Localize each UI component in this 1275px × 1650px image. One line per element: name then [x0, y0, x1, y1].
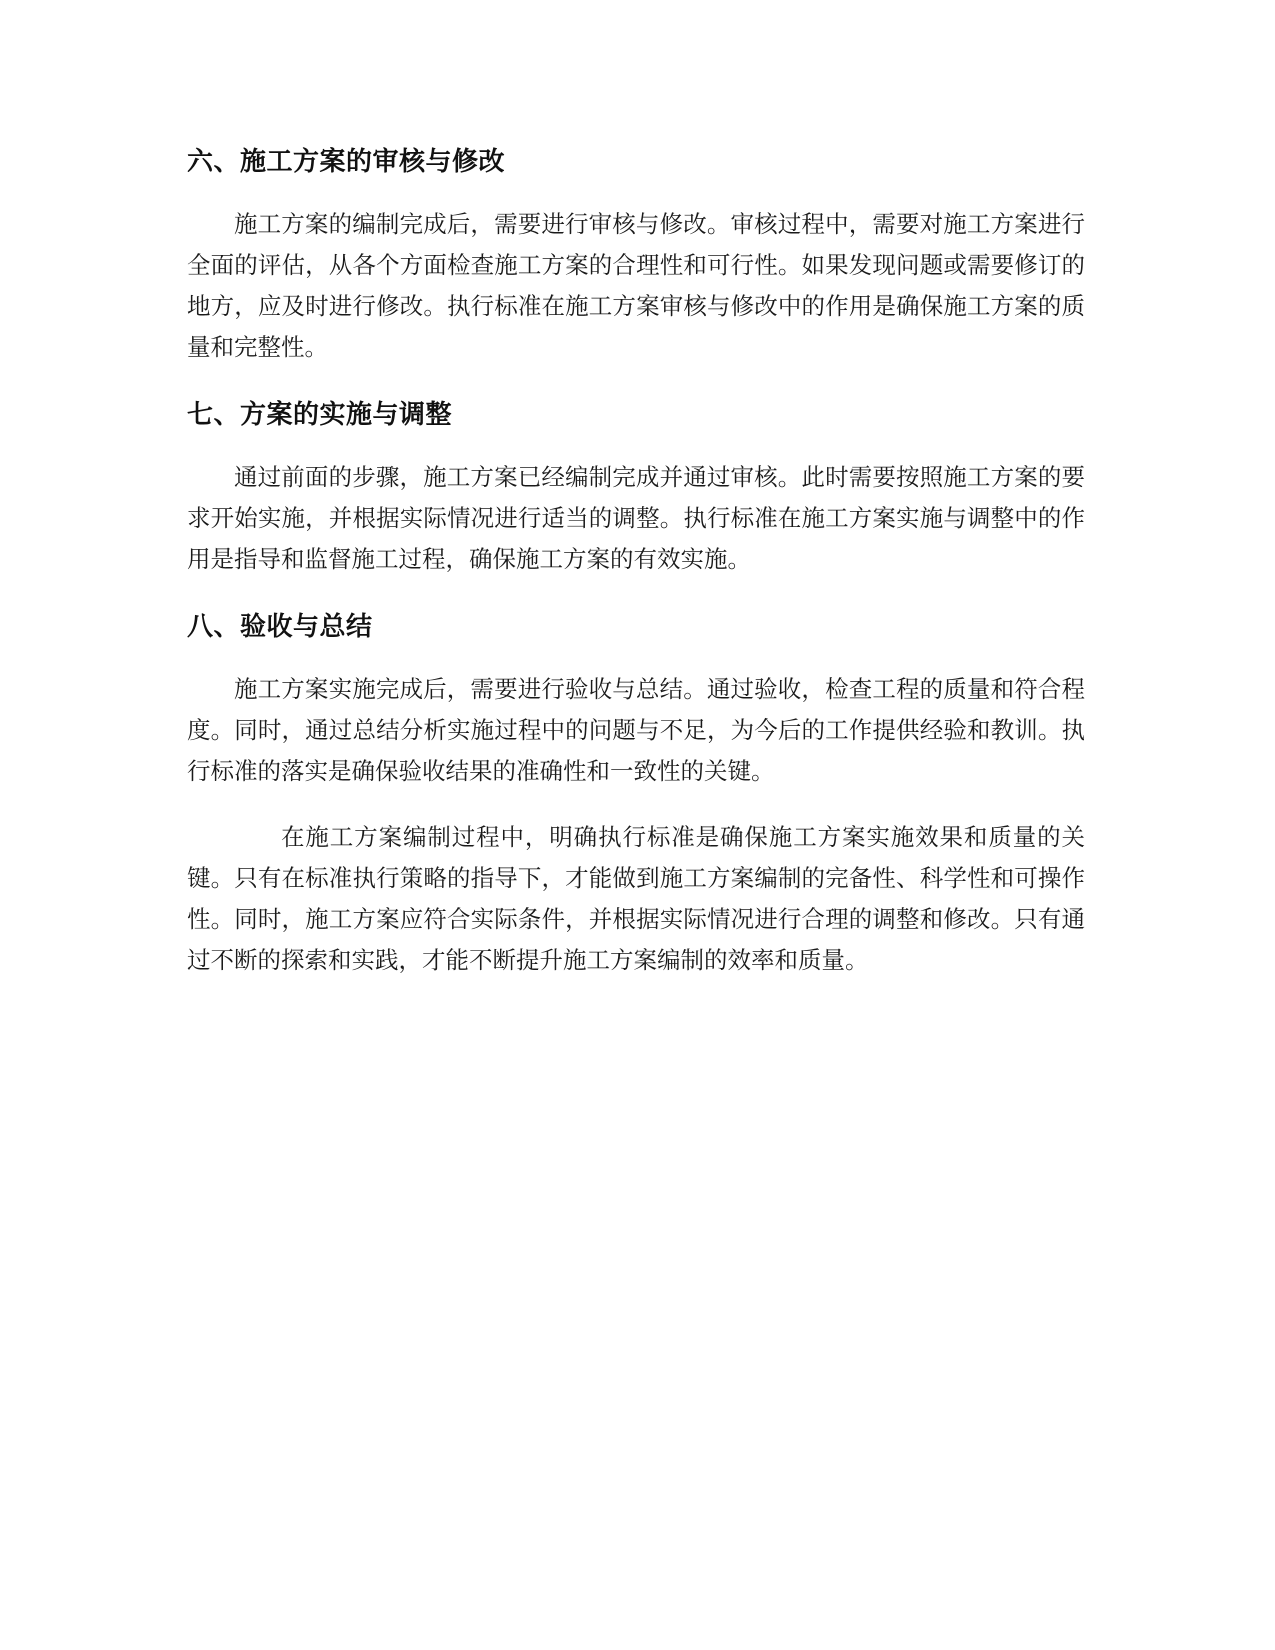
document-body [187, 142, 1085, 981]
section-heading-review: 六、施工方案的审核与修改 [187, 147, 506, 177]
section-paragraph-review: 施工方案的编制完成后，需要进行审核与修改。审核过程中，需要对施工方案进行全面的评估，从各个方面检查施工方案的合理性和可行性。如果发现问题或需要修订的地方，应及时进行修改。执行标准在施工方案审核与修改中的作用是确保施工方案的质量和完整性。 [187, 210, 1085, 361]
section-heading-acceptance: 八、验收与总结 [187, 612, 373, 642]
conclusion-paragraph: 在施工方案编制过程中，明确执行标准是确保施工方案实施效果和质量的关键。只有在标准执行策略的指导下，才能做到施工方案编制的完备性、科学性和可操作性。同时，施工方案应符合实际条件，并根据实际情况进行合理的调整和修改。只有通过不断的探索和实践，才能不断提升施工方案编制的效率和质量。 [187, 823, 1085, 974]
section-paragraph-acceptance: 施工方案实施完成后，需要进行验收与总结。通过验收，检查工程的质量和符合程度。同时，通过总结分析实施过程中的问题与不足，为今后的工作提供经验和教训。执行标准的落实是确保验收结果的准确性和一致性的关键。 [187, 675, 1085, 785]
section-paragraph-implementation: 通过前面的步骤，施工方案已经编制完成并通过审核。此时需要按照施工方案的要求开始实施，并根据实际情况进行适当的调整。执行标准在施工方案实施与调整中的作用是指导和监督施工过程，确保施工方案的有效实施。 [187, 463, 1085, 573]
section-heading-implementation: 七、方案的实施与调整 [187, 400, 453, 430]
